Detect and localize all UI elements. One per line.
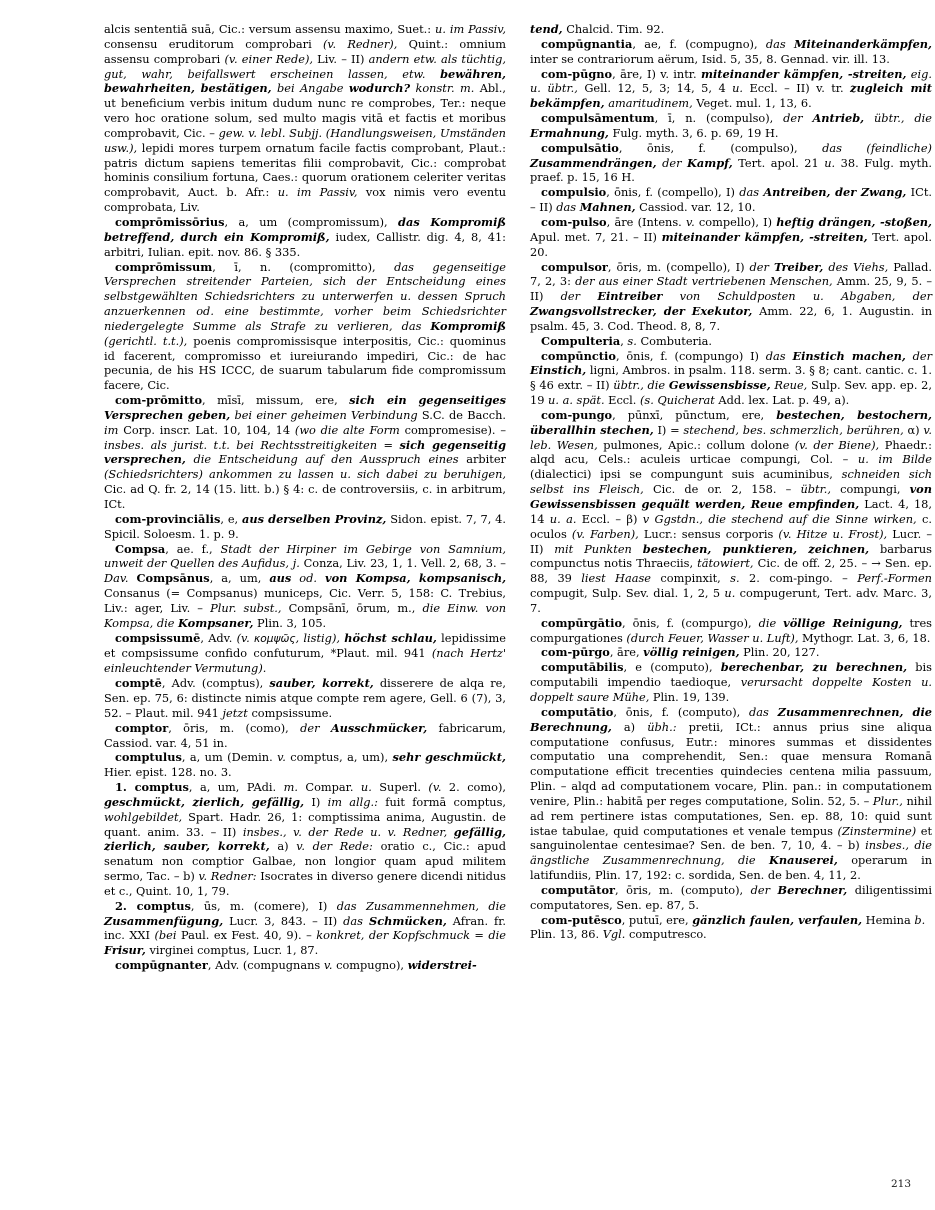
dictionary-entry: comptor, ōris, m. (como), der Ausschmücker, fabricarum, Cassiod. var. 4, 51 in.: [104, 720, 506, 750]
dictionary-entry: compulsātio, ōnis, f. (compulso), das (feindliche) Zusammendrängen, der Kampf, Tert. apol. 21 u. 38. Fulg. myth. praef. p. 15, 16 H.: [530, 140, 932, 185]
dictionary-entry: compulsio, ōnis, f. (compello), I) das Antreiben, der Zwang, ICt. – II) das Mahnen, Cassiod. var. 12, 10.: [530, 185, 932, 215]
two-column-text-body: [104, 22, 932, 973]
right-text-column: [530, 22, 932, 973]
dictionary-entry: com-putēsco, putuī, ere, gänzlich faulen, verfaulen, Hemina b. Plin. 13, 86. Vgl. computresco.: [530, 912, 926, 942]
dictionary-entry: com-pungo, pūnxī, pūnctum, ere, bestechen, bestochern, überallhin stechen, I) = stechend, bes. schmerzlich, berühren, α) v. leb. Wesen, pulmones, Apic.: collum dolone (v. der Biene), Phaedr.: alqd acu, Cels.: aculeis urticae compungi, Col. – u. im Bilde (dialectici) ipsi se compungunt suis acuminibus, schneiden sich selbst ins Fleisch, Cic. de or. 2, 158. – übtr., compungi, von Gewissensbissen gequält werden, Reue empfinden, Lact. 4, 18, 14 u. a. Eccl. – β) v Ggstdn., die stechend auf die Sinne wirken, c. oculos (v. Farben), Lucr.: sensus corporis (v. Hitze u. Frost), Lucr. – II) mit Punkten bestechen, punktieren, zeichnen, barbarus compunctus notis Thraeciis, tätowiert, Cic. de off. 2, 25. – → Sen. ep. 88, 39 liest Haase compinxit, s. 2. com-pingo. – Perf.-Formen compugit, Sulp. Sev. dial. 1, 2, 5 u. compugerunt, Tert. adv. Marc. 3, 7.: [530, 407, 933, 615]
dictionary-entry: comptē, Adv. (comptus), sauber, korrekt, disserere de alqa re, Sen. ep. 75, 6: distincte nimis atque compte rem agere, Gell. 6 (7), 3, 52. – Plaut. mil. 941 jetzt compsissume.: [104, 676, 507, 720]
entry-continuation: tend, Chalcid. Tim. 92.: [530, 22, 665, 36]
dictionary-entry: compūnctio, ōnis, f. (compungo) I) das Einstich machen, der Einstich, ligni, Ambros. in psalm. 118. serm. 3. § 8; cant. cantic. c. 1. § 46 extr. – II) übtr., die Gewissensbisse, Reue, Sulp. Sev. app. ep. 2, 19 u. a. spät. Eccl. (s. Quicherat Add. lex. Lat. p. 49, a).: [530, 348, 932, 408]
dictionary-entry: compūgnanter, Adv. (compugnans v. compugno), widerstrei-: [115, 958, 477, 973]
dictionary-entry: com-pulso, āre (Intens. v. compello), I) heftig drängen, -stoßen, Apul. met. 7, 21. – II) miteinander kämpfen, -streiten, Tert. apol. 20.: [530, 214, 932, 259]
dictionary-entry: compūgnantia, ae, f. (compugno), das Miteinanderkämpfen, inter se contrariorum aërum, Isid. 5, 35, 8. Gennad. vir. ill. 13.: [530, 36, 932, 66]
left-text-column: [104, 22, 506, 973]
dictionary-entry: 2. comptus, ūs, m. (comere), I) das Zusammennehmen, die Zusammenfügung, Lucr. 3, 843. – II) das Schmücken, Afran. fr. inc. XXI (bei Paul. ex Fest. 40, 9). – konkret, der Kopfschmuck = die Frisur, virginei comptus, Lucr. 1, 87.: [104, 898, 507, 958]
dictionary-entry: compūrgātio, ōnis, f. (compurgo), die völlige Reinigung, tres compurgationes (durch Feuer, Wasser u. Luft), Mythogr. Lat. 3, 6, 18.: [530, 615, 932, 645]
dictionary-entry: comprōmissōrius, a, um (compromissum), das Kompromiß betreffend, durch ein Kompromiß, iudex, Callistr. dig. 4, 8, 41: arbitri, Iulian. epit. nov. 86. § 335.: [104, 214, 506, 259]
dictionary-entry: com-provinciālis, e, aus derselben Provinz, Sidon. epist. 7, 7, 4. Spicil. Soloesm. 1. p. 9.: [104, 511, 506, 541]
dictionary-entry: 1. comptus, a, um, PAdi. m. Compar. u. Superl. (v. 2. como), geschmückt, zierlich, gefällig, I) im allg.: fuit formā comptus, wohlgebildet, Spart. Hadr. 26, 1: comptissima anima, Augustin. de quant. anim. 33. – II) insbes., v. der Rede u. v. Redner, gefällig, zierlich, sauber, korrekt, a) v. der Rede: oratio c., Cic.: apud senatum non comptior Galbae, non longior quam apud militem sermo, Tac. – b) v. Redner: Isocrates in diverso genere dicendi nitidus et c., Quint. 10, 1, 79.: [104, 780, 507, 898]
entry-continuation: alcis sententiā suā, Cic.: versum assensu maximo, Suet.: u. im Passiv, consensu eruditorum comprobari (v. Redner), Quint.: omnium assensu comprobari (v. einer Rede), Liv. – II) andern etw. als tüchtig, gut, wahr, beifallswert erscheinen lassen, etw. bewähren, bewahrheiten, bestätigen, bei Angabe wodurch? konstr. m. Abl., ut beneficium verbis initum dudum nunc re comprobes, Ter.: neque vero hoc oratione solum, sed multo magis vitā et factis et moribus comprobavit, Cic. – gew. v. lebl. Subjj. (Handlungsweisen, Umständen usw.), lepidi mores turpem ornatum facile factis comprobant, Plaut.: patris dictum sapiens temeritas filii comprobavit, Cic.: comprobat hominis consilium fortuna, Caes.: quorum orationem celeriter veritas comprobavit, Auct. b. Afr.: u. im Passiv, vox nimis vero eventu comprobata, Liv.: [104, 22, 507, 215]
dictionary-entry: comprōmissum, ī, n. (compromitto), das gegenseitige Versprechen streitender Parteien, sich der Entscheidung eines selbstgewählten Schiedsrichters zu unterwerfen u. dessen Spruch anzuerkennen od. eine bestimmte, vorher beim Schiedsrichter niedergelegte Summe als Strafe zu verlieren, das Kompromiß (gerichtl. t.t.), poenis compromissisque interpositis, Cic.: quominus id facerent, compromisso et iureiurando impediri, Cic.: de hac pecunia, de his HS ICCC, de suarum tabularum fide compromissum facere, Cic.: [104, 259, 507, 393]
dictionary-entry: comptulus, a, um (Demin. v. comptus, a, um), sehr geschmückt, Hier. epist. 128. no. 3.: [104, 750, 506, 780]
dictionary-entry: computātio, ōnis, f. (computo), das Zusammenrechnen, die Berechnung, a) übh.: pretii, ICt.: annus prius sine aliqua computatione confusus, Eutr.: minores summas et dissidentes computatio una comprehendit, Sen.: quae mensura Romanā computatione efficit trecenties quindecies centena milia passuum, Plin. – alqd ad computationem vocare, Plin. pan.: in computationem venire, Plin.: habitā per reges computatione, Solin. 52, 5. – Plur., nihil ad rem pertinere istas computationes, Sen. ep. 88, 10: quid sunt istae tabulae, quid computationes et venale tempus (Zinstermine) et sanguinolentae centesimae? Sen. de ben. 7, 10, 4. – b) insbes., die ängstliche Zusammenrechnung, die Knauserei, operarum in latifundiis, Plin. 17, 192: c. sordida, Sen. de ben. 4, 11, 2.: [530, 704, 932, 883]
dictionary-entry: com-prōmitto, mīsī, missum, ere, sich ein gegenseitiges Versprechen geben, bei einer geheimen Verbindung S.C. de Bacch. im Corp. inscr. Lat. 10, 104, 14 (wo die alte Form compromesise). – insbes. als jurist. t.t. bei Rechtsstreitigkeiten = sich gegenseitig versprechen, die Entscheidung auf den Ausspruch eines arbiter (Schiedsrichters) ankommen zu lassen u. sich dabei zu beruhigen, Cic. ad Q. fr. 2, 14 (15. litt. b.) § 4: c. de controversiis, c. in arbitrum, ICt.: [104, 393, 507, 511]
dictionary-entry: Compulteria, s. Combuteria.: [541, 333, 712, 348]
dictionary-entry: compsissumē, Adv. (v. κομψῶς, listig), höchst schlau, lepidissime et compsissume confido confuturum, *Plaut. mil. 941 (nach Hertz' einleuchtender Vermutung).: [104, 630, 507, 676]
dictionary-entry: computābilis, e (computo), berechenbar, zu berechnen, bis computabili impendio taedioque, verursacht doppelte Kosten u. doppelt saure Mühe, Plin. 19, 139.: [530, 660, 932, 704]
dictionary-entry: Compsa, ae. f., Stadt der Hirpiner im Gebirge von Samnium, unweit der Quellen des Aufidus, j. Conza, Liv. 23, 1, 1. Vell. 2, 68, 3. – Dav. Compsānus, a, um, aus od. von Kompsa, kompsanisch, Consanus (= Compsanus) municeps, Cic. Verr. 5, 158: C. Trebius, Liv.: ager, Liv. – Plur. subst., Compsānī, ōrum, m., die Einw. von Kompsa, die Kompsaner, Plin. 3, 105.: [104, 541, 507, 630]
dictionary-entry: computātor, ōris, m. (computo), der Berechner, diligentissimi computatores, Sen. ep. 87, 5.: [530, 882, 933, 912]
dictionary-entry: compulsor, ōris, m. (compello), I) der Treiber, des Viehs, Pallad. 7, 2, 3: der aus einer Stadt vertriebenen Menschen, Amm. 25, 9, 5. – II) der Eintreiber von Schuldposten u. Abgaben, der Zwangsvollstrecker, der Exekutor, Amm. 22, 6, 1. Augustin. in psalm. 45, 3. Cod. Theod. 8, 8, 7.: [530, 259, 933, 333]
dictionary-entry: com-pūrgo, āre, völlig reinigen, Plin. 20, 127.: [541, 645, 820, 660]
dictionary-entry: compulsāmentum, ī, n. (compulso), der Antrieb, übtr., die Ermahnung, Fulg. myth. 3, 6. p. 69, 19 H.: [530, 111, 932, 140]
dictionary-entry: com-pūgno, āre, I) v. intr. miteinander kämpfen, -streiten, eig. u. übtr., Gell. 12, 5, 3; 14, 5, 4 u. Eccl. – II) v. tr. zugleich mit bekämpfen, amaritudinem, Veget. mul. 1, 13, 6.: [530, 66, 933, 111]
page-number: 213: [890, 1178, 911, 1190]
